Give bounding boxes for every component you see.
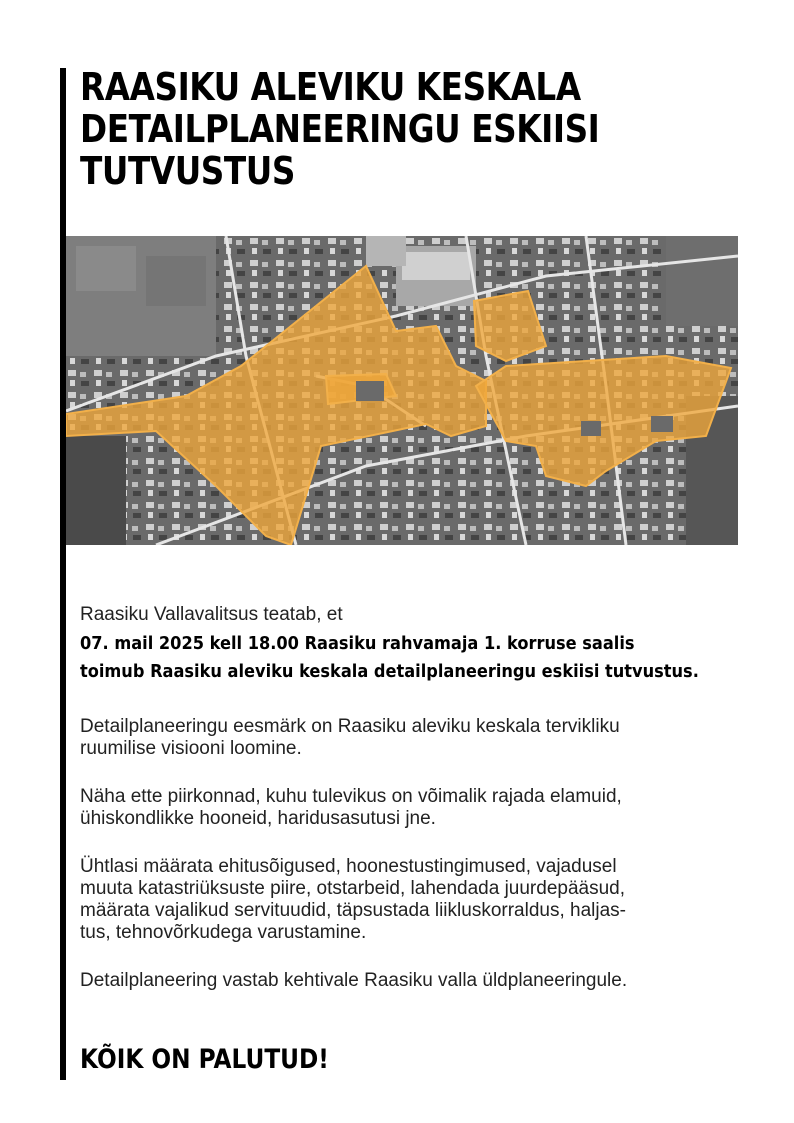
left-accent-rule [60, 68, 66, 1080]
paragraph-line: tus, tehnovõrkudega varustamine. [80, 922, 367, 943]
paragraph-line: muuta katastriüksuste piire, otstarbeid, lahendada juurdepääsud, [80, 878, 626, 899]
event-line: toimub Raasiku aleviku keskala detailplaneeringu eskiisi tutvustus. [80, 661, 699, 682]
paragraph-areas [80, 786, 622, 830]
paragraph-purpose [80, 716, 620, 760]
aerial-map-image [66, 236, 738, 545]
title-line: RAASIKU ALEVIKU KESKALA [80, 65, 581, 109]
paragraph-line: määrata vajalikud servituudid, täpsustada liikluskorraldus, haljas- [80, 900, 626, 921]
paragraph-line: Detailplaneeringu eesmärk on Raasiku aleviku keskala tervikliku [80, 716, 620, 737]
event-announcement [80, 630, 710, 686]
paragraph-line: Näha ette piirkonnad, kuhu tulevikus on võimalik rajada elamuid, [80, 786, 622, 807]
closing-invitation: KÕIK ON PALUTUD! [80, 1044, 329, 1075]
paragraph-line: Detailplaneering vastab kehtivale Raasiku valla üldplaneeringule. [80, 970, 628, 991]
title-line: TUTVUSTUS [80, 149, 295, 193]
paragraph-compliance [80, 970, 627, 992]
intro-text: Raasiku Vallavalitsus teatab, et [80, 604, 343, 625]
paragraph-line: Ühtlasi määrata ehitusõigused, hoonestustingimused, vajadusel [80, 856, 617, 877]
paragraph-line: ruumilise visiooni loomine. [80, 738, 302, 759]
title-line: DETAILPLANEERINGU ESKIISI [80, 107, 600, 151]
paragraph-details [80, 856, 626, 944]
aerial-map [66, 236, 738, 545]
page-title [80, 66, 665, 192]
paragraph-line: ühiskondlikke hooneid, haridusasutusi jne. [80, 808, 436, 829]
event-line: 07. mail 2025 kell 18.00 Raasiku rahvamaja 1. korruse saalis [80, 633, 635, 654]
